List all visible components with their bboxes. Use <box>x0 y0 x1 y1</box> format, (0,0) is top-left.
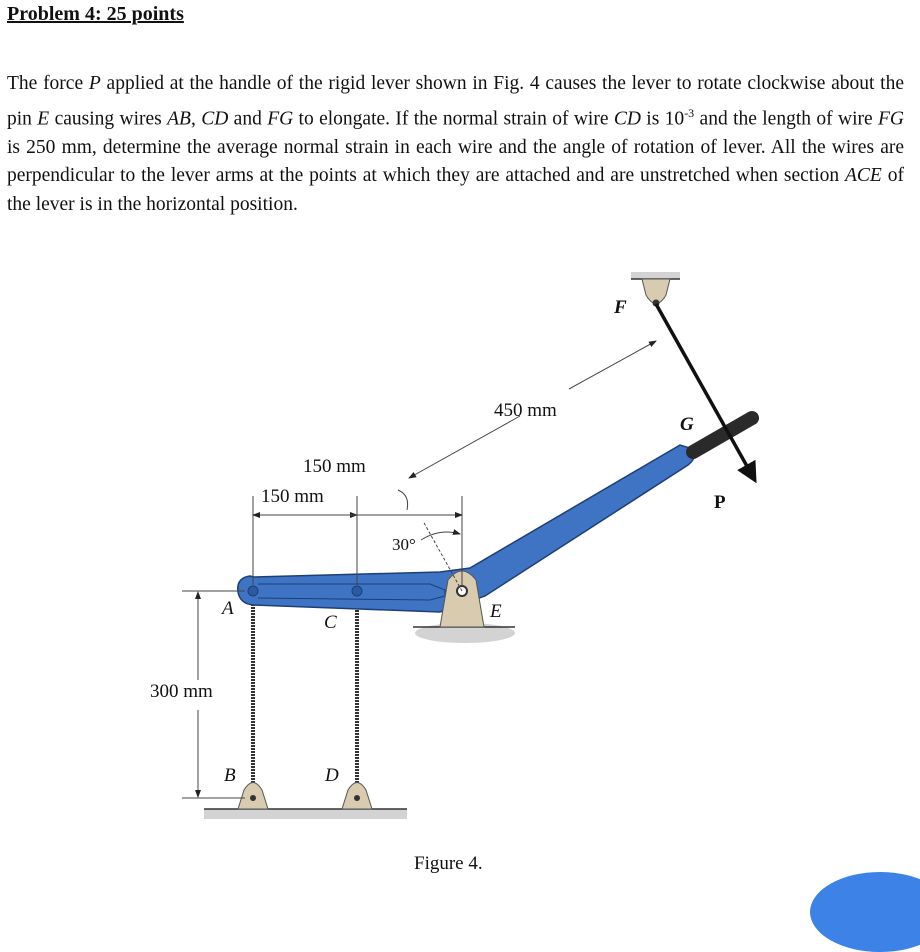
dim-eg: 450 mm <box>494 400 557 421</box>
label-g: G <box>680 414 694 435</box>
label-a: A <box>222 598 234 619</box>
text: CD <box>201 108 229 130</box>
label-f: F <box>614 297 627 318</box>
text: is 250 mm, determine the average normal strain in each wire and the angle of rotation of lever. All the wires are perpendicular to the lever arms at the points at which they are attached and are unstretched when section <box>7 136 904 187</box>
text: to elongate. If the normal strain of wire <box>293 108 614 130</box>
problem-title: Problem 4: 25 points <box>7 3 184 25</box>
label-b: B <box>224 765 236 786</box>
text: ACE <box>845 165 882 187</box>
text: AB <box>167 108 191 130</box>
label-p: P <box>714 492 726 513</box>
superscript: -3 <box>684 105 695 120</box>
dim-ab: 300 mm <box>150 681 213 702</box>
ground-bottom <box>204 809 407 819</box>
text: applied at the handle of the rigid lever shown in Fig. 4 causes the lever to rotate clockwise about the pin <box>7 73 904 130</box>
text: P <box>88 73 101 94</box>
text: CD <box>613 108 641 130</box>
figure-caption: Figure 4. <box>414 853 483 874</box>
label-e: E <box>490 601 502 622</box>
ceiling-f <box>631 272 680 279</box>
text: , <box>190 108 202 130</box>
label-c: C <box>324 612 337 633</box>
dim-angle: 30° <box>392 535 416 554</box>
text: FG <box>267 108 294 130</box>
text: E <box>37 108 50 130</box>
dim-ce: 150 mm <box>303 456 366 477</box>
label-d: D <box>325 765 339 786</box>
dim-ac: 150 mm <box>261 486 324 507</box>
text: causing wires <box>49 108 168 130</box>
text: The force <box>7 73 89 94</box>
text: and <box>228 108 268 130</box>
text: and the length of wire <box>694 108 878 130</box>
text: is 10 <box>640 108 685 130</box>
text: FG <box>878 108 904 130</box>
text: of the lever is in the horizontal position. <box>7 165 904 215</box>
